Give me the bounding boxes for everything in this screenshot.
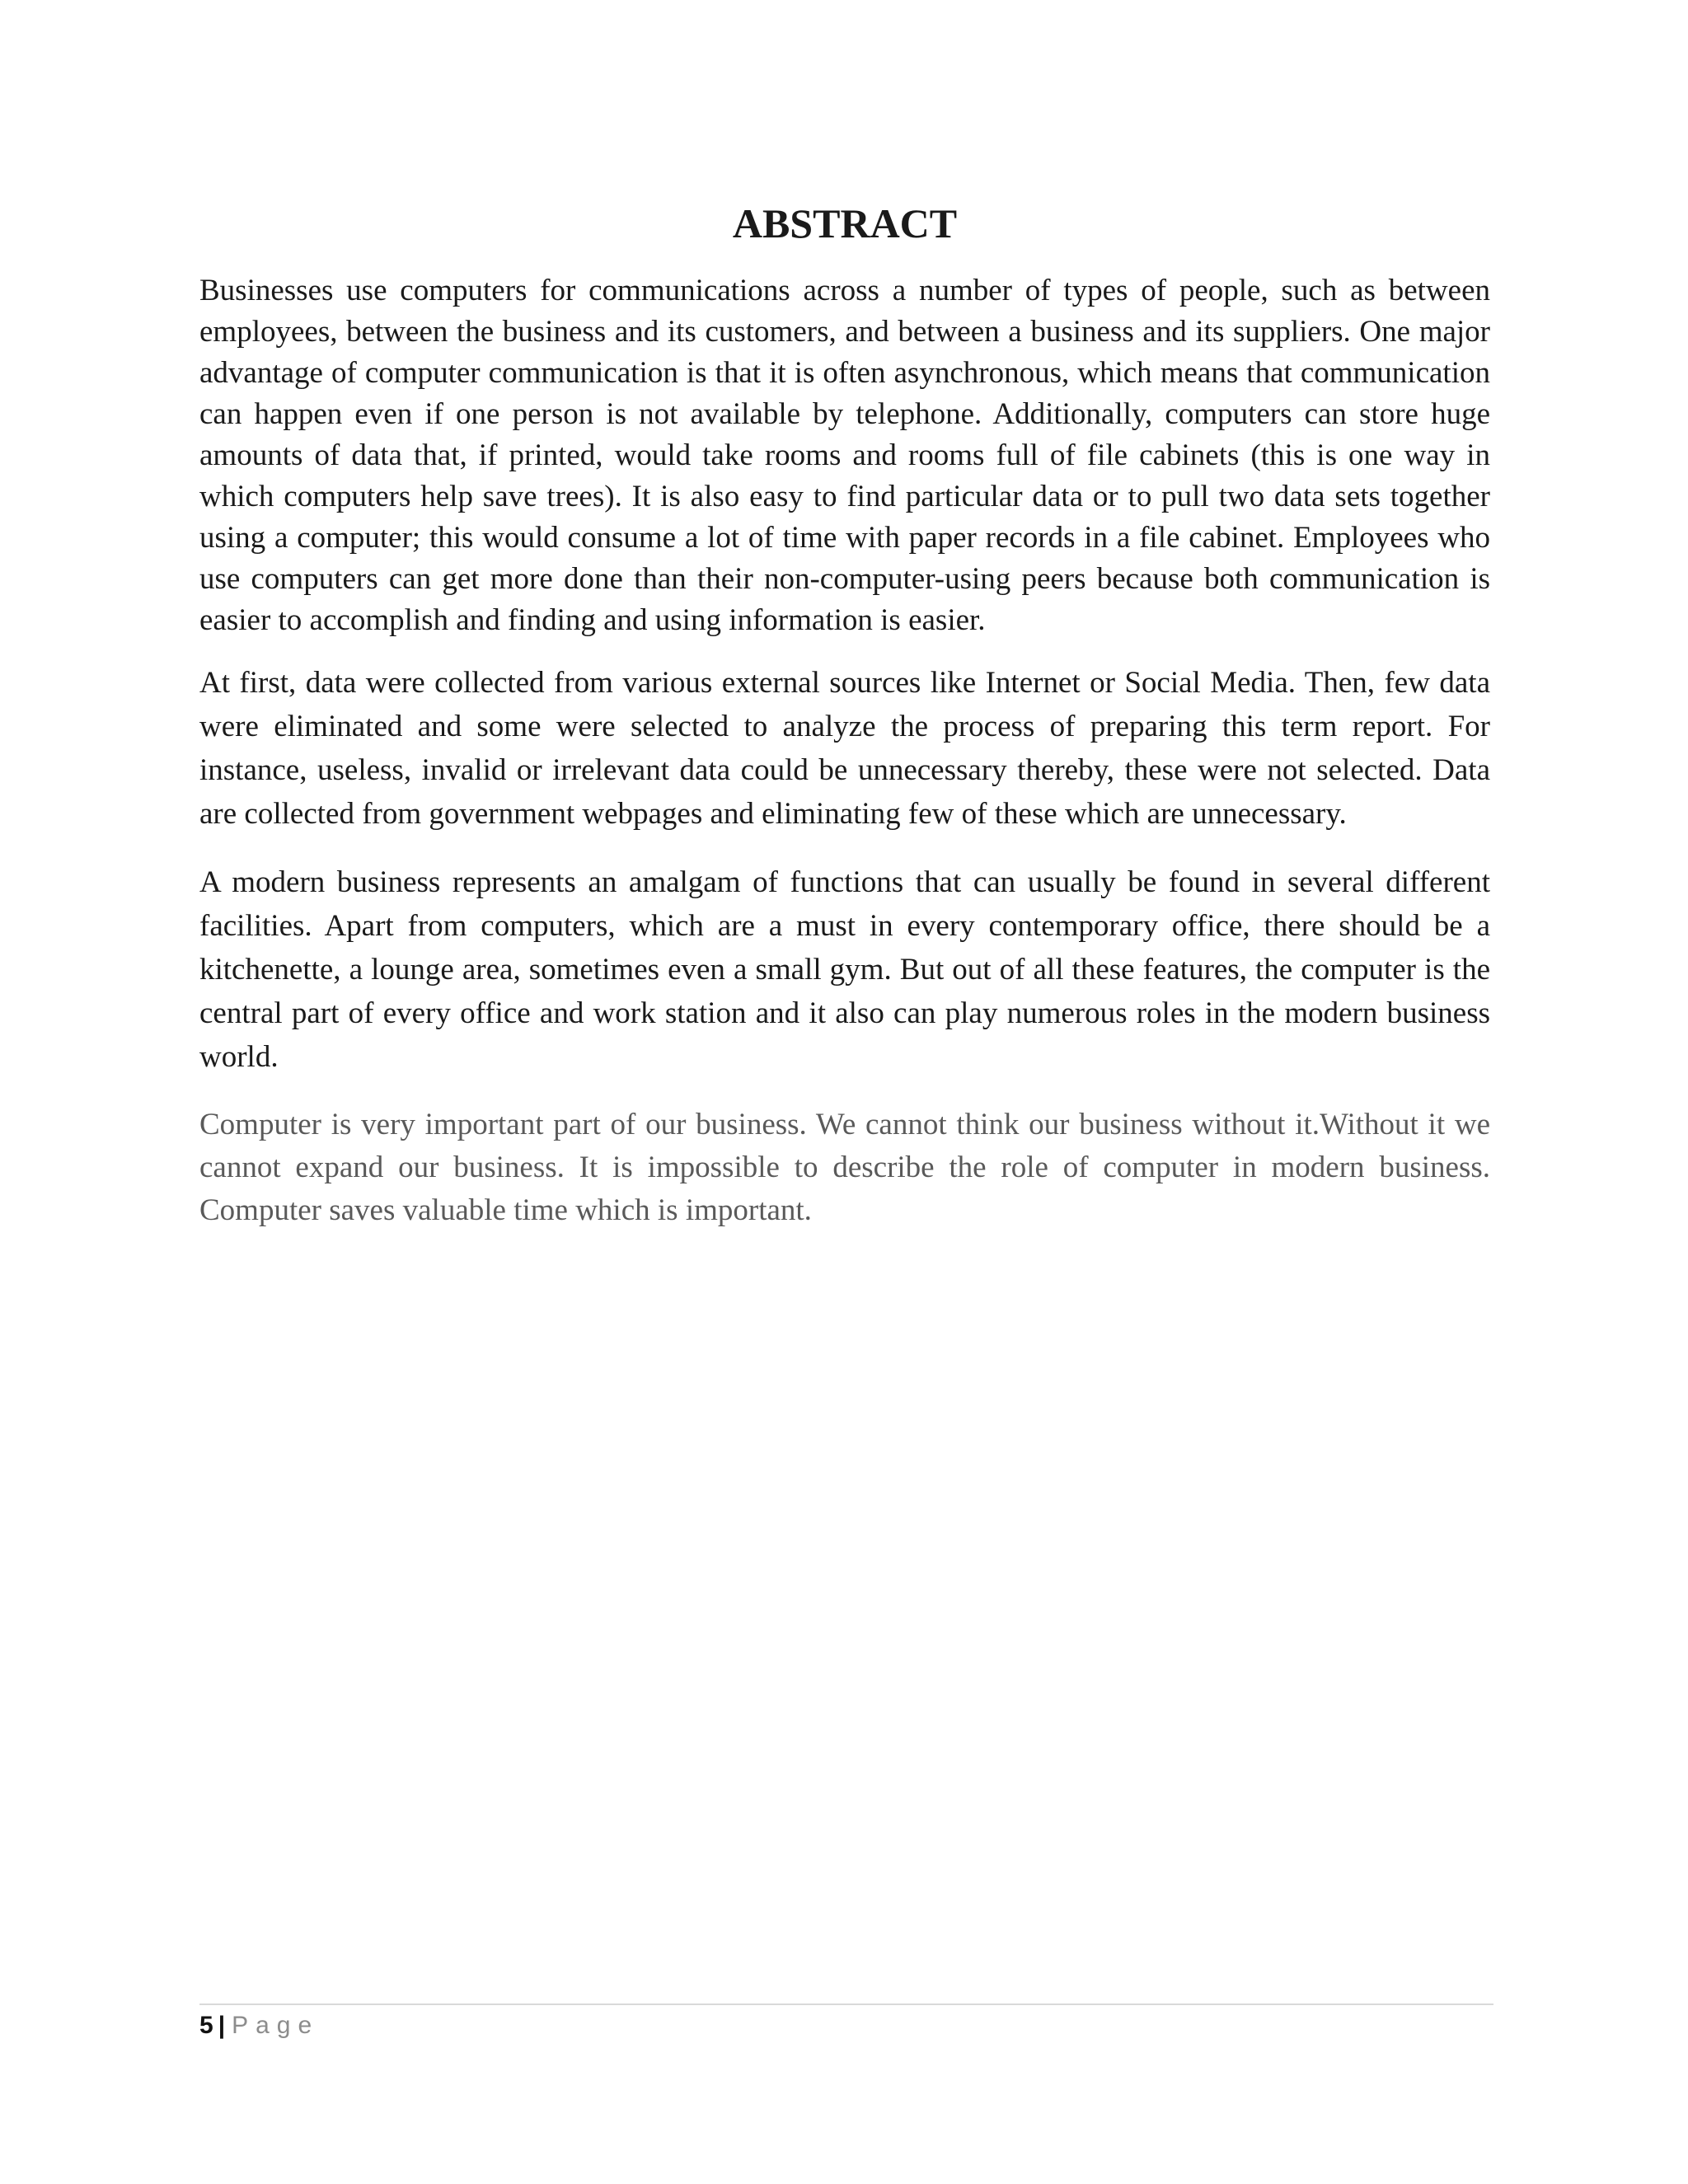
page-label: Page bbox=[232, 2012, 320, 2039]
abstract-paragraph-2: At first, data were collected from various external sources like Internet or Social Media. Then, few data were eliminated and some were selected to analyze the process of preparing this term report. For instance, useless, invalid or irrelevant data could be unnecessary thereby, these were not selected. Data are collected from government webpages and eliminating few of these which are unnecessary. bbox=[199, 666, 1490, 831]
page-title: ABSTRACT bbox=[732, 200, 958, 246]
abstract-paragraph-4: Computer is very important part of our business. We cannot think our business without it.Without it we cannot expand our business. It is impossible to describe the role of computer in modern business. Computer saves valuable time which is important. bbox=[199, 1108, 1490, 1227]
abstract-paragraph-3: A modern business represents an amalgam of functions that can usually be found in several different facilities. Apart from computers, which are a must in every contemporary office, there should be a kitchenette, a lounge area, sometimes even a small gym. But out of all these features, the computer is the central part of every office and work station and it also can play numerous roles in the modern business world. bbox=[199, 865, 1490, 1074]
abstract-paragraph-1: Businesses use computers for communications across a number of types of people, such as between employees, between the business and its customers, and between a business and its suppliers. One major advantage of computer communication is that it is often asynchronous, which means that communication can happen even if one person is not available by telephone. Additionally, computers can store huge amounts of data that, if printed, would take rooms and rooms full of file cabinets (this is one way in which computers help save trees). It is also easy to find particular data or to pull two data sets together using a computer; this would consume a lot of time with paper records in a file cabinet. Employees who use computers can get more done than their non-computer-using peers because both communication is easier to accomplish and finding and using information is easier. bbox=[199, 274, 1490, 637]
footer-separator: | bbox=[218, 2012, 226, 2039]
page-footer bbox=[199, 2008, 319, 2044]
footer-divider bbox=[199, 2004, 1493, 2005]
page-number: 5 bbox=[199, 2012, 213, 2039]
page-content bbox=[199, 194, 1490, 1232]
